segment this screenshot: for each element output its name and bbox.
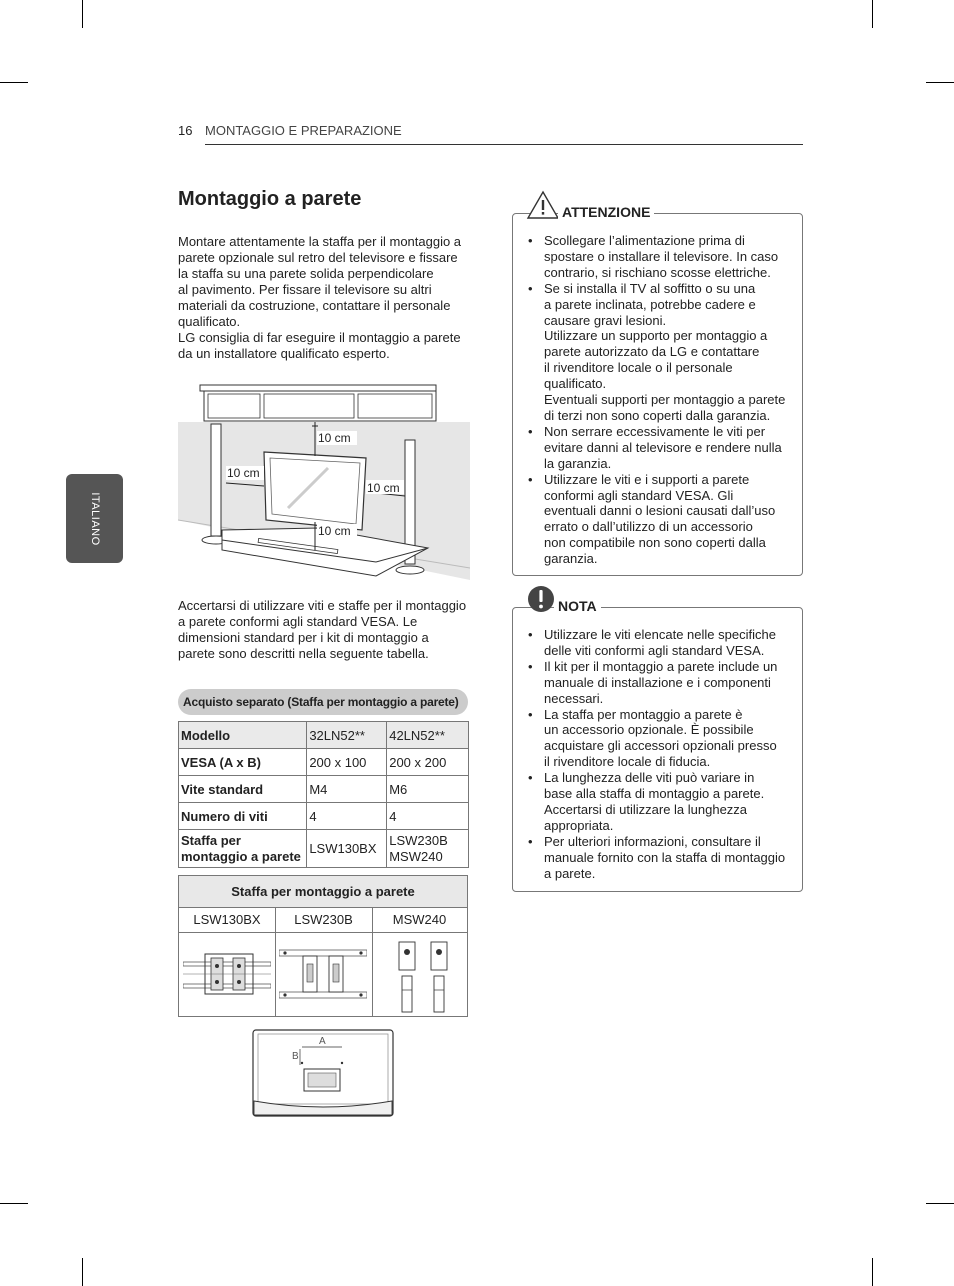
vesa-line: parete sono descritti nella seguente tabella.: [178, 646, 429, 661]
list-line: • Utilizzare le viti elencate nelle specifiche: [544, 627, 776, 642]
intro-line: al pavimento. Per fissare il televisore su altri: [178, 282, 432, 297]
list-line: errato o dall’utilizzo di un accessorio: [544, 519, 753, 535]
table-cell: 4: [387, 803, 469, 830]
list-item: [528, 424, 794, 472]
intro-line: Montare attentamente la staffa per il montaggio a: [178, 234, 462, 249]
intro-line: materiali da costruzione, contattare il personale: [178, 298, 451, 313]
table-cell: Modello: [179, 722, 307, 749]
lsw130bx-bracket-image: [183, 942, 271, 1006]
table-cell: M4: [307, 776, 387, 803]
list-item: [528, 233, 794, 281]
list-line: necessari.: [544, 690, 604, 706]
page-number: 16: [178, 123, 193, 138]
list-line: base alla staffa di montaggio a parete.: [544, 786, 765, 802]
attenzione-title: ATTENZIONE: [558, 204, 654, 220]
language-tab-label: ITALIANO: [88, 491, 101, 546]
crop-mark: [926, 1203, 954, 1204]
list-line: • Il kit per il montaggio a parete include un: [544, 658, 778, 674]
list-line: evitare danni al televisore e rendere nulla: [544, 439, 782, 455]
bracket-model-label: MSW240: [372, 907, 467, 933]
header-rule: [205, 144, 803, 145]
table-row: [179, 830, 469, 868]
vesa-line: a parete conformi agli standard VESA. Le: [178, 614, 418, 629]
left-clearance-label: 10 cm: [227, 466, 260, 480]
vesa-line: dimensioni standard per i kit di montaggio a: [178, 630, 429, 645]
list-item: [528, 627, 794, 659]
separate-purchase-heading: Acquisto separato (Staffa per montaggio a parete): [178, 689, 468, 715]
list-line: Utilizzare un supporto per montaggio a: [544, 328, 768, 344]
intro-line: qualificato.: [178, 314, 241, 329]
list-line: causare gravi lesioni.: [544, 312, 667, 328]
list-line: • Per ulteriori informazioni, consultare il: [544, 833, 761, 849]
list-item: [528, 707, 794, 771]
list-line: contrario, si rischiano scosse elettriche.: [544, 264, 771, 280]
column-divider: [275, 907, 276, 1016]
list-line: eventuali danni o lesioni causati dall’uso: [544, 503, 776, 519]
crop-mark: [0, 82, 28, 83]
table-cell: 200 x 100: [307, 749, 387, 776]
list-line: delle viti conformi agli standard VESA.: [544, 642, 765, 658]
list-line: di terzi non sono coperti dalla garanzia.: [544, 407, 771, 423]
table-cell: 200 x 200: [387, 749, 469, 776]
crop-mark: [872, 0, 873, 28]
list-item: [528, 281, 794, 424]
crop-mark: [82, 1258, 83, 1286]
table-cell: 42LN52**: [387, 722, 469, 749]
warning-triangle-icon: [526, 190, 560, 220]
list-line: manuale di installazione e i componenti: [544, 674, 771, 690]
intro-paragraph: [178, 234, 473, 362]
list-line: • Utilizzare le viti e i supporti a parete: [544, 471, 750, 487]
list-item: [528, 472, 794, 567]
intro-line: LG consiglia di far eseguire il montaggio a parete: [178, 330, 461, 345]
intro-line: parete opzionale sul retro del televisore e fissare: [178, 250, 458, 265]
table-row: [179, 722, 469, 749]
list-line: • Scollegare l’alimentazione prima di: [544, 233, 745, 248]
bottom-clearance-label: 10 cm: [318, 524, 351, 538]
vesa-line: Accertarsi di utilizzare viti e staffe per il montaggio: [178, 598, 467, 613]
msw240-bracket-image: [393, 940, 453, 1014]
crop-mark: [926, 82, 954, 83]
bracket-model-label: LSW230B: [275, 907, 372, 933]
table-cell: 32LN52**: [307, 722, 387, 749]
table-row: [179, 749, 469, 776]
table-row: [179, 803, 469, 830]
bracket-table: [178, 875, 468, 1017]
vesa-spec-table: [178, 721, 469, 868]
section-title: MONTAGGIO E PREPARAZIONE: [205, 123, 402, 138]
list-line: Eventuali supporti per montaggio a parete: [544, 392, 786, 408]
crop-mark: [82, 0, 83, 28]
table-row: [179, 776, 469, 803]
top-clearance-label: 10 cm: [318, 431, 351, 445]
table-cell: Staffa per montaggio a parete: [179, 830, 307, 868]
list-line: appropriata.: [544, 817, 614, 833]
list-line: conformi agli standard VESA. Gli: [544, 487, 734, 503]
bracket-table-caption: Staffa per montaggio a parete: [179, 876, 467, 908]
list-line: a parete.: [544, 865, 596, 881]
vesa-b-label: B: [292, 1051, 299, 1062]
table-cell: Numero di viti: [179, 803, 307, 830]
intro-line: la staffa su una parete solida perpendicolare: [178, 266, 434, 281]
crop-mark: [872, 1258, 873, 1286]
column-divider: [372, 907, 373, 1016]
info-exclamation-icon: [526, 584, 556, 614]
table-cell: 4: [307, 803, 387, 830]
vesa-a-label: A: [319, 1036, 326, 1047]
list-line: garanzia.: [544, 551, 598, 567]
list-line: acquistare gli accessori opzionali presso: [544, 738, 777, 754]
nota-title: NOTA: [554, 598, 601, 614]
table-cell: VESA (A x B): [179, 749, 307, 776]
list-line: la garanzia.: [544, 455, 612, 471]
list-line: a parete inclinata, potrebbe cadere e: [544, 296, 756, 312]
list-line: • Non serrare eccessivamente le viti per: [544, 423, 766, 439]
list-item: [528, 770, 794, 834]
list-line: • La lunghezza delle viti può variare in: [544, 770, 755, 786]
intro-line: da un installatore qualificato esperto.: [178, 346, 390, 361]
list-line: • La staffa per montaggio a parete è: [544, 706, 743, 722]
right-clearance-label: 10 cm: [367, 481, 400, 495]
list-line: Accertarsi di utilizzare la lunghezza: [544, 801, 748, 817]
table-cell: LSW230B MSW240: [387, 830, 469, 868]
list-line: non compatibile non sono coperti dalla: [544, 535, 766, 551]
language-tab: [66, 474, 123, 563]
lsw230b-bracket-image: [279, 946, 367, 1002]
list-line: spostare o installare il televisore. In caso: [544, 248, 779, 264]
list-line: qualificato.: [544, 376, 607, 392]
list-item: [528, 659, 794, 707]
bracket-model-label: LSW130BX: [179, 907, 275, 933]
vesa-paragraph: [178, 598, 473, 662]
crop-mark: [0, 1203, 28, 1204]
table-cell: M6: [387, 776, 469, 803]
tv-back-vesa-diagram: [252, 1029, 394, 1121]
page-title: Montaggio a parete: [178, 188, 362, 210]
list-line: il rivenditore locale di fiducia.: [544, 754, 711, 770]
list-line: manuale fornito con la staffa di montaggio: [544, 849, 786, 865]
table-cell: Vite standard: [179, 776, 307, 803]
wall-mount-clearance-diagram: [178, 380, 470, 580]
list-item: [528, 834, 794, 882]
list-line: il rivenditore locale o il personale: [544, 360, 733, 376]
attenzione-list: [528, 233, 794, 567]
table-cell: LSW130BX: [307, 830, 387, 868]
list-line: parete autorizzato da LG e contattare: [544, 344, 760, 360]
list-line: • Se si installa il TV al soffitto o su una: [544, 280, 756, 296]
nota-list: [528, 627, 794, 882]
list-line: un accessorio opzionale. È possibile: [544, 722, 754, 738]
